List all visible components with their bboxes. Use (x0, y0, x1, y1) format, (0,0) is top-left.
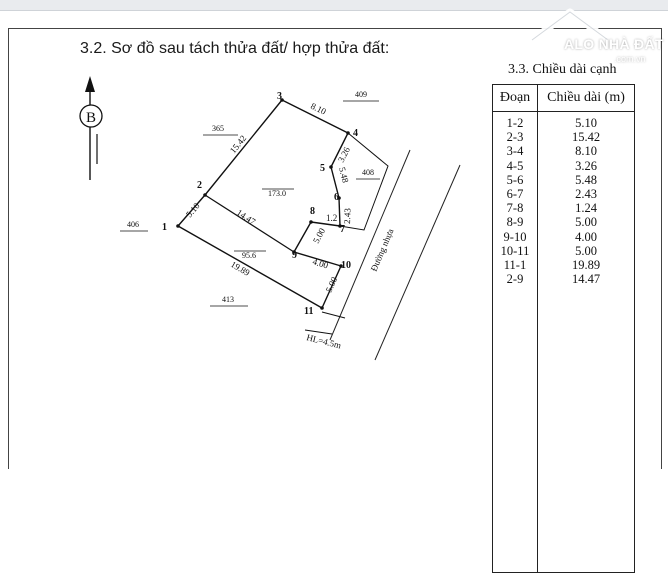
segment-cell: 5-6 (493, 173, 538, 187)
segment-cell: 8-9 (493, 215, 538, 229)
edge-label: 5.00 (310, 226, 328, 245)
segment-cell: 3-4 (493, 144, 538, 158)
segment-cell: 4-5 (493, 159, 538, 173)
north-arrow-icon (80, 76, 102, 180)
road-label: Đường nhựa (368, 227, 396, 273)
vertex-markers (176, 98, 350, 310)
area-label: 173.0 (268, 189, 286, 198)
watermark-brand: ALO NHÀ ĐẤT (564, 36, 664, 52)
edge-label: 5.48 (337, 166, 351, 184)
segment-cell: 2-3 (493, 130, 538, 144)
length-cell: 2.43 (538, 187, 635, 201)
edge-label: 1.2 (326, 213, 338, 223)
edge-label: 2.43 (342, 207, 353, 225)
length-cell: 8.10 (538, 144, 635, 158)
north-marker-label: B (85, 110, 97, 126)
segment-cell: 10-11 (493, 244, 538, 258)
point-label: 4 (353, 128, 358, 139)
edge-label: 19.89 (229, 259, 252, 278)
parcel-number: 365 (212, 124, 224, 133)
segment-cell: 1-2 (493, 112, 538, 131)
point-label: 7 (340, 224, 345, 235)
length-cell: 4.00 (538, 230, 635, 244)
point-label: 1 (162, 222, 167, 233)
point-label: 11 (304, 306, 314, 317)
edge-label: 4.00 (311, 256, 330, 271)
watermark-domain: .com.vn (614, 54, 646, 64)
point-label: 9 (292, 250, 297, 261)
point-label: 2 (197, 180, 202, 191)
length-cell: 1.24 (538, 201, 635, 215)
area-labels (234, 189, 294, 260)
segment-cell: 7-8 (493, 201, 538, 215)
parcel-boundary (178, 100, 348, 308)
length-cell: 19.89 (538, 258, 635, 272)
road-edge-line (375, 165, 460, 360)
point-label: 5 (320, 163, 325, 174)
edge-label: 8.10 (309, 100, 328, 117)
length-cell: 14.47 (538, 272, 635, 573)
length-cell: 5.10 (538, 112, 635, 131)
parcel-number: 408 (362, 168, 374, 177)
length-cell: 5.00 (538, 215, 635, 229)
point-label: 10 (341, 260, 351, 271)
parcel-numbers (120, 90, 380, 306)
length-cell: 15.42 (538, 130, 635, 144)
edge-label: 3.26 (335, 145, 352, 164)
segment-cell: 11-1 (493, 258, 538, 272)
parcel-number: 406 (127, 220, 139, 229)
length-cell: 3.26 (538, 159, 635, 173)
header-segment: Đoạn (493, 85, 538, 112)
point-label: 8 (310, 206, 315, 217)
length-cell: 5.48 (538, 173, 635, 187)
segment-cell: 9-10 (493, 230, 538, 244)
setback-label: HL=4.5m (305, 332, 343, 351)
edge-label: 14.47 (234, 207, 258, 227)
parcel-number: 409 (355, 90, 367, 99)
table-title: 3.3. Chiều dài cạnh (508, 62, 617, 77)
edge-label: 15.42 (227, 133, 249, 156)
edge-label: 5.10 (183, 200, 202, 220)
segment-cell: 2-9 (493, 272, 538, 573)
point-label: 3 (277, 91, 282, 102)
header-length: Chiều dài (m) (538, 85, 635, 112)
parcel-number: 413 (222, 295, 234, 304)
section-heading: 3.2. Sơ đồ sau tách thửa đất/ hợp thửa đất: (80, 40, 390, 57)
area-label: 95.6 (242, 251, 256, 260)
edge-label: 5.00 (323, 275, 340, 294)
length-cell: 5.00 (538, 244, 635, 258)
point-label: 6 (334, 192, 339, 203)
segment-cell: 6-7 (493, 187, 538, 201)
